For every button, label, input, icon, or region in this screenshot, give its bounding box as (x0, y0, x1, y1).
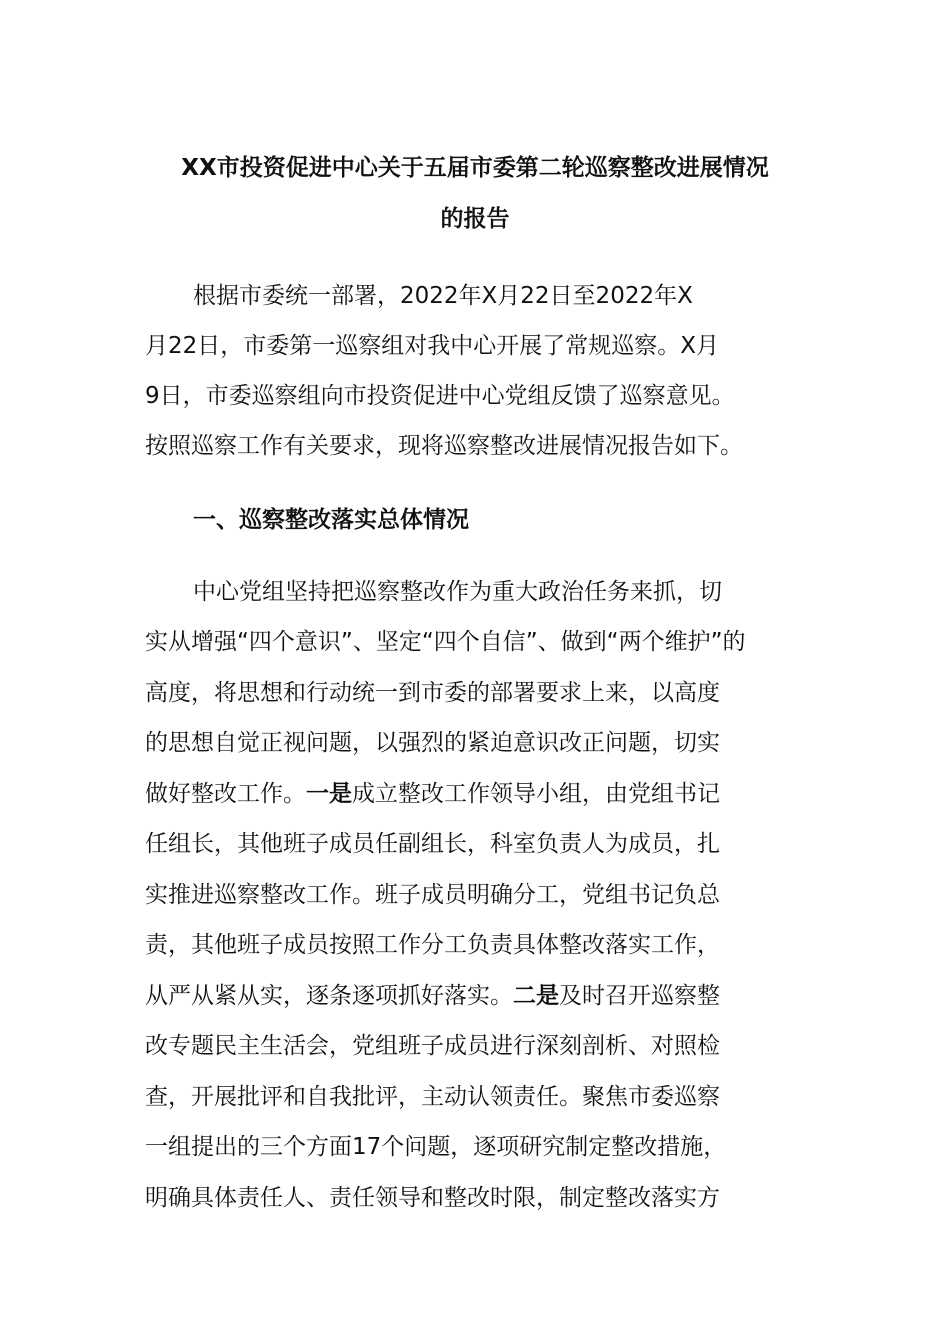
paragraph-2-line-9-rest: 及时召开巡察整 (559, 983, 720, 1009)
paragraph-2-line-5-rest: 成立整改工作领导小组，由党组书记 (352, 781, 720, 807)
paragraph-2-line-8: 责，其他班子成员按照工作分工负责具体整改落实工作， (145, 932, 720, 958)
paragraph-1-line-2: 月22日，市委第一巡察组对我中心开展了常规巡察。X月 (145, 333, 720, 359)
paragraph-2-line-11: 查，开展批评和自我批评，主动认领责任。聚焦市委巡察 (145, 1084, 720, 1110)
paragraph-1-line-1: 根据市委统一部署，2022年X月22日至2022年X (193, 283, 693, 309)
emphasis-yi-shi: 一是 (306, 781, 352, 807)
emphasis-er-shi: 二是 (513, 983, 559, 1009)
paragraph-1-line-4: 按照巡察工作有关要求，现将巡察整改进展情况报告如下。 (145, 433, 743, 459)
paragraph-2-line-2: 实从增强“四个意识”、坚定“四个自信”、做到“两个维护”的 (145, 629, 746, 655)
paragraph-2-line-13: 明确具体责任人、责任领导和整改时限，制定整改落实方 (145, 1185, 720, 1211)
paragraph-2-line-9 (145, 979, 720, 1013)
paragraph-2-line-7: 实推进巡察整改工作。班子成员明确分工，党组书记负总 (145, 882, 720, 908)
paragraph-2-line-3: 高度，将思想和行动统一到市委的部署要求上来，以高度 (145, 680, 720, 706)
paragraph-2-line-1: 中心党组坚持把巡察整改作为重大政治任务来抓，切 (193, 579, 722, 605)
paragraph-2-line-10: 改专题民主生活会，党组班子成员进行深刻剖析、对照检 (145, 1033, 720, 1059)
section-1-heading: 一、巡察整改落实总体情况 (193, 507, 469, 533)
document-title-line-2: 的报告 (440, 206, 510, 232)
paragraph-2-line-4: 的思想自觉正视问题，以强烈的紧迫意识改正问题，切实 (145, 730, 720, 756)
paragraph-1-line-3: 9日，市委巡察组向市投资促进中心党组反馈了巡察意见。 (145, 383, 735, 409)
paragraph-2-line-9-text: 从严从紧从实，逐条逐项抓好落实。 (145, 983, 513, 1009)
paragraph-2-line-5-text: 做好整改工作。 (145, 781, 306, 807)
paragraph-2-line-6: 任组长，其他班子成员任副组长，科室负责人为成员，扎 (145, 831, 720, 857)
paragraph-2-line-5 (145, 777, 720, 811)
document-title-line-1: XX市投资促进中心关于五届市委第二轮巡察整改进展情况 (181, 155, 769, 181)
paragraph-2-line-12: 一组提出的三个方面17个问题，逐项研究制定整改措施， (145, 1134, 727, 1160)
